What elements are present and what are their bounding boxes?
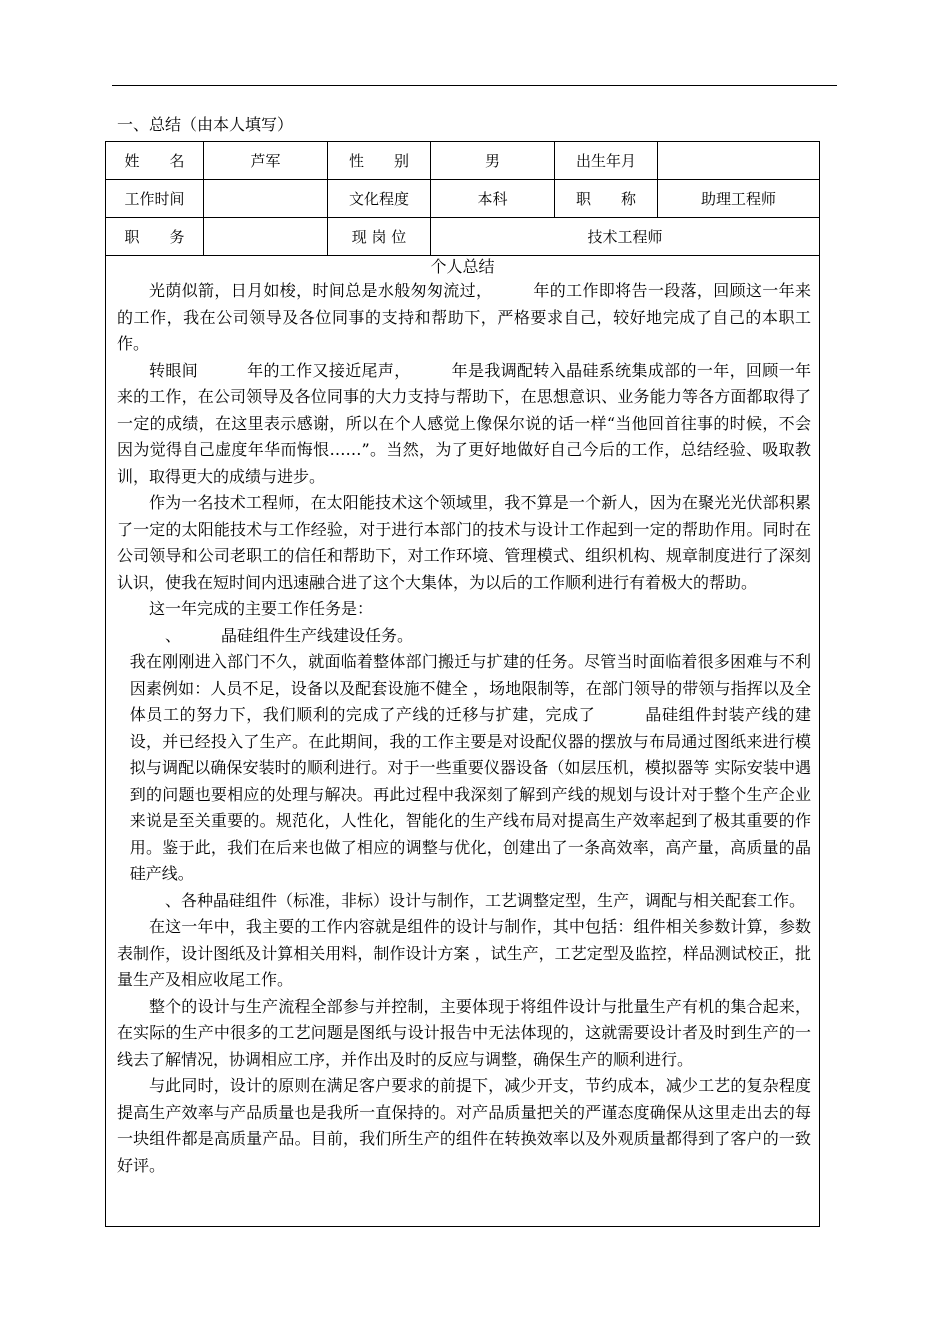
name-label: 姓 名	[106, 142, 204, 180]
summary-paragraph: 在这一年中，我主要的工作内容就是组件的设计与制作，其中包括：组件相关参数计算，参数表制作，设计图纸及计算相关用料，制作设计方案 ，试生产，工艺定型及监控，样品测试校正，批量生产及相应收尾工作。	[117, 917, 811, 989]
info-row-1	[106, 142, 820, 180]
info-row-3	[106, 218, 820, 256]
section-title: 一、总结（由本人填写）	[117, 115, 294, 134]
summary-paragraph: 、各种晶硅组件（标准，非标）设计与制作，工艺调整定型，生产，调配与相关配套工作。	[149, 890, 806, 910]
education-label: 文化程度	[328, 180, 431, 218]
summary-paragraph: 作为一名技术工程师，在太阳能技术这个领域里，我不算是一个新人，因为在聚光光伏部积累了一定的太阳能技术与工作经验，对于进行本部门的技术与设计工作起到一定的帮助作用。同时在公司领导和公司老职工的信任和帮助下，对工作环境、管理模式、组织机构、规章制度进行了深刻认识，使我在短时间内迅速融合进了这个大集体，为以后的工作顺利进行有着极大的帮助。	[117, 493, 811, 592]
name-value: 芦军	[204, 142, 328, 180]
post-value: 技术工程师	[431, 218, 820, 256]
info-row-2	[106, 180, 820, 218]
worktime-value	[204, 180, 328, 218]
summary-paragraph: 这一年完成的主要工作任务是：	[149, 599, 374, 618]
education-value: 本科	[431, 180, 555, 218]
summary-paragraph: 与此同时，设计的原则在满足客户要求的前提下，减少开支，节约成本，减少工艺的复杂程度提高生产效率与产品质量也是我所一直保持的。对产品质量把关的严谨态度确保从这里走出去的每一块组件都是高质量产品。目前，我们所生产的组件在转换效率以及外观质量都得到了客户的一致好评。	[117, 1076, 811, 1175]
summary-body	[106, 278, 819, 1179]
title-value: 助理工程师	[658, 180, 820, 218]
post-label: 现 岗 位	[328, 218, 431, 256]
summary-paragraph: 整个的设计与生产流程全部参与并控制，主要体现于将组件设计与批量生产有机的集合起来，在实际的生产中很多的工艺问题是图纸与设计报告中无法体现的，这就需要设计者及时到生产的一线去了解情况，协调相应工序，并作出及时的反应与调整，确保生产的顺利进行。	[117, 996, 811, 1069]
personal-summary-box	[105, 254, 820, 1227]
summary-heading: 个人总结	[430, 257, 495, 276]
summary-paragraph: 转眼间 年的工作又接近尾声， 年是我调配转入晶硅系统集成部的一年，回顾一年来的工作，在公司领导及各位同事的大力支持与帮助下，在思想意识、业务能力等各方面都取得了一定的成绩，在这里表示感谢，所以在个人感觉上像保尔说的话一样“当他回首往事的时候，不会因为觉得自己虚度年华而悔恨……”。当然，为了更好地做好自己今后的工作，总结经验、吸取教训，取得更大的成绩与进步。	[117, 360, 811, 486]
summary-paragraph: 光荫似箭，日月如梭，时间总是水般匆匆流过， 年的工作即将告一段落，回顾这一年来的工作，我在公司领导及各位同事的支持和帮助下，严格要求自己，较好地完成了自己的本职工作。	[117, 281, 811, 353]
summary-paragraph: 我在刚刚进入部门不久，就面临着整体部门搬迁与扩建的任务。尽管当时面临着很多困难与不利因素例如：人员不足，设备以及配套设施不健全 ，场地限制等，在部门领导的带领与指挥以及全体员工的努力下，我们顺利的完成了产线的迁移与扩建，完成了 晶硅组件封装产线的建设，并已经投入了生产。在此期间，我的工作主要是对设配仪器的摆放与布局通过图纸来进行模拟与调配以确保安装时的顺利进行。对于一些重要仪器设备（如层压机，模拟器等 实际安装中遇到的问题也要相应的处理与解决。再此过程中我深刻了解到产线的规划与设计对于整个生产企业来说是至关重要的。规范化，人性化，智能化的生产线布局对提高生产效率起到了极其重要的作用。鉴于此，我们在后来也做了相应的调整与优化，创建出了一条高效率，高产量，高质量的晶硅产线。	[129, 652, 811, 883]
personal-info-table	[105, 141, 820, 256]
worktime-label: 工作时间	[106, 180, 204, 218]
summary-paragraph: 、 晶硅组件生产线建设任务。	[149, 625, 414, 645]
birth-label: 出生年月	[555, 142, 658, 180]
gender-label: 性 别	[328, 142, 431, 180]
duty-value	[204, 218, 328, 256]
duty-label: 职 务	[106, 218, 204, 256]
birth-value	[658, 142, 820, 180]
title-label: 职 称	[555, 180, 658, 218]
gender-value: 男	[431, 142, 555, 180]
header-rule	[112, 85, 837, 86]
